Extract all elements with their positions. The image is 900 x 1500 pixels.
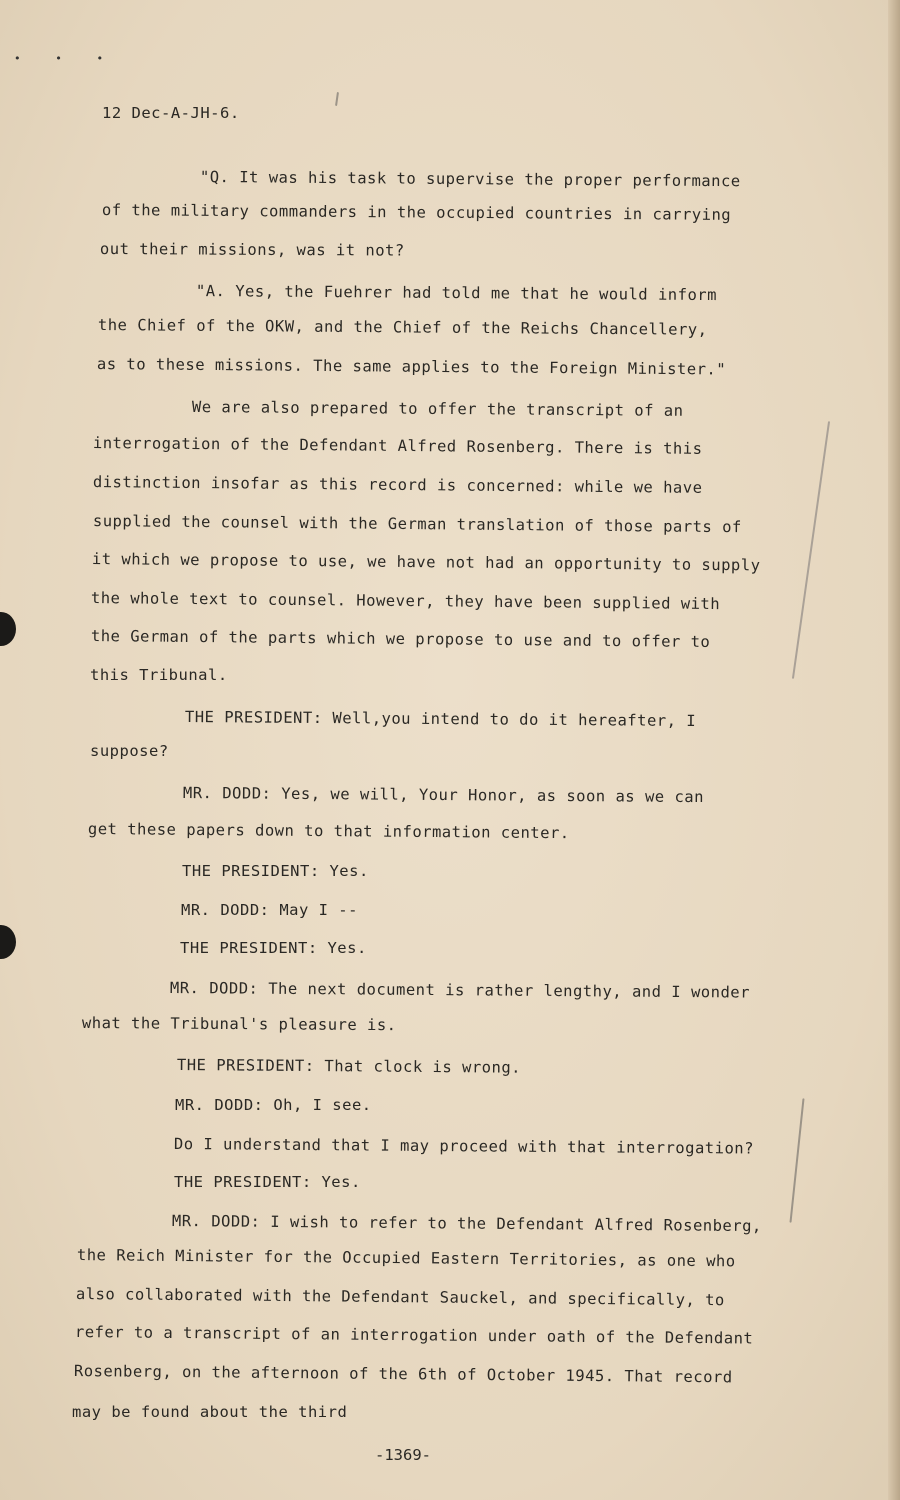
text-line: distinction insofar as this record is concerned: while we have <box>92 473 703 497</box>
speaker-line: THE PRESIDENT: Yes. <box>182 862 369 880</box>
text-line: the Chief of the OKW, and the Chief of the Reichs Chancellery, <box>97 316 708 339</box>
text-line: as to these missions. The same applies to the Foreign Minister." <box>96 355 727 379</box>
speaker-line: THE PRESIDENT: Yes. <box>174 1173 361 1191</box>
document-reference: 12 Dec-A-JH-6. <box>102 104 240 122</box>
page-number: -1369- <box>375 1446 431 1464</box>
speaker-line: MR. DODD: The next document is rather lengthy, and I wonder <box>169 979 751 1002</box>
text-line: interrogation of the Defendant Alfred Rosenberg. There is this <box>92 434 703 458</box>
text-line: supplied the counsel with the German translation of those parts of <box>92 512 742 537</box>
ink-specks: • • • <box>14 52 118 65</box>
speaker-line: THE PRESIDENT: Well,you intend to do it hereafter, I <box>184 708 697 731</box>
text-line: this Tribunal. <box>90 666 228 684</box>
speaker-line: MR. DODD: Oh, I see. <box>175 1096 372 1114</box>
speaker-line: MR. DODD: May I -- <box>181 901 358 919</box>
speaker-line: MR. DODD: Yes, we will, Your Honor, as soon as we can <box>182 784 705 807</box>
text-line: also collaborated with the Defendant Sauckel, and specifically, to <box>75 1285 725 1310</box>
text-line: suppose? <box>90 742 169 760</box>
speaker-line: MR. DODD: I wish to refer to the Defendant Alfred Rosenberg, <box>171 1212 762 1236</box>
text-line: the German of the parts which we propose to use and to offer to <box>90 627 711 651</box>
text-line: of the military commanders in the occupied countries in carrying <box>101 201 732 224</box>
speaker-line: THE PRESIDENT: That clock is wrong. <box>176 1056 522 1077</box>
text-line: We are also prepared to offer the transcript of an <box>191 398 684 420</box>
binder-hole <box>0 925 16 959</box>
pencil-mark <box>335 92 339 106</box>
text-line: "A. Yes, the Fuehrer had told me that he would inform <box>195 282 718 305</box>
text-line: the whole text to counsel. However, they have been supplied with <box>90 589 721 614</box>
text-line: Do I understand that I may proceed with that interrogation? <box>173 1135 755 1158</box>
text-line: get these papers down to that information center. <box>87 820 570 843</box>
text-line: "Q. It was his task to supervise the proper performance <box>199 168 741 191</box>
binder-hole <box>0 612 16 646</box>
pencil-margin-line <box>792 421 830 679</box>
text-line: may be found about the third <box>72 1403 348 1421</box>
paper-edge <box>888 0 900 1500</box>
text-line: what the Tribunal's pleasure is. <box>81 1014 397 1035</box>
text-line: Rosenberg, on the afternoon of the 6th of October 1945. That record <box>73 1362 733 1387</box>
text-line: refer to a transcript of an interrogation under oath of the Defendant <box>74 1323 754 1348</box>
text-line: the Reich Minister for the Occupied Eastern Territories, as one who <box>76 1246 736 1271</box>
pencil-margin-line <box>789 1098 804 1223</box>
speaker-line: THE PRESIDENT: Yes. <box>180 939 367 957</box>
text-line: it which we propose to use, we have not had an opportunity to supply <box>91 550 761 575</box>
text-line: out their missions, was it not? <box>99 240 405 260</box>
